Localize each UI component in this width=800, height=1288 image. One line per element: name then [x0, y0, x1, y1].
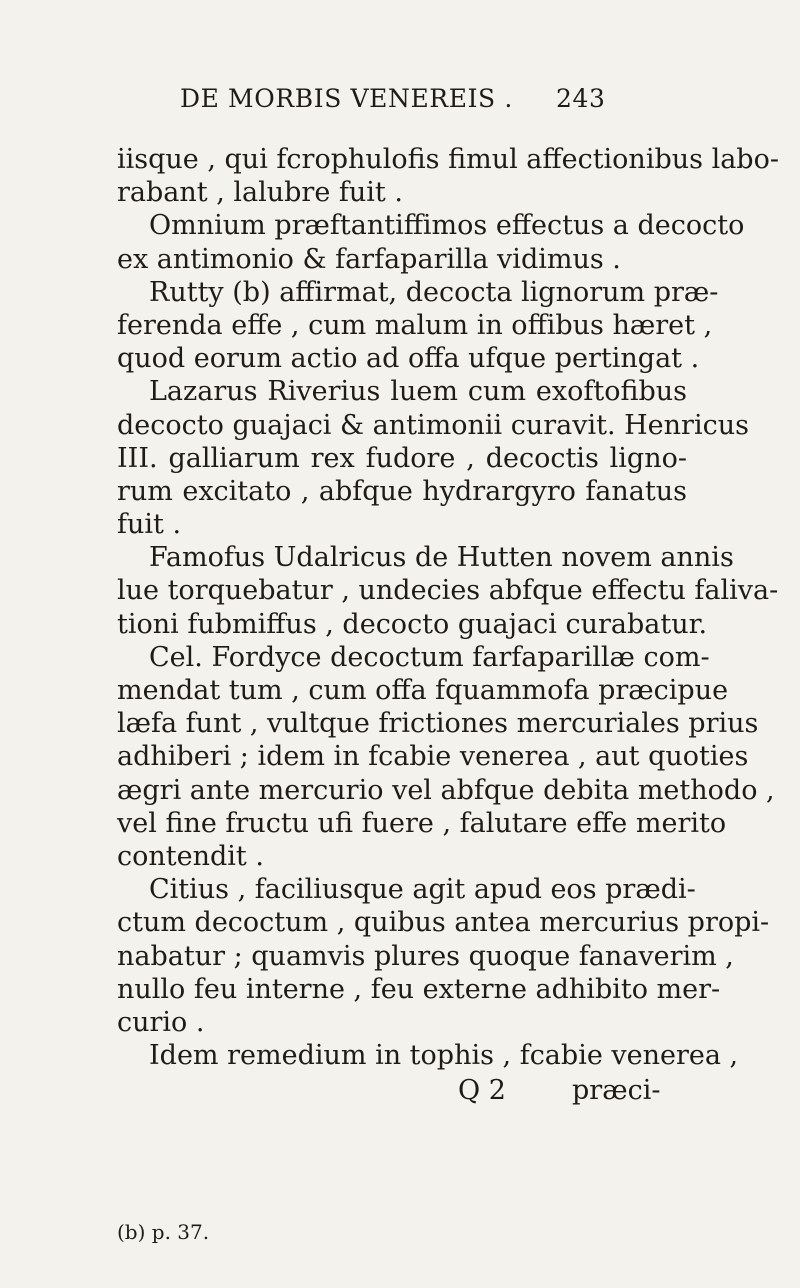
- text-line: ex antimonio & farfaparilla vidimus .: [117, 243, 621, 275]
- text-line: fuit .: [117, 509, 182, 541]
- catchline: [117, 1072, 687, 1108]
- text-line: iisque , qui fcrophulofis fimul affectionibus labo-: [117, 144, 779, 175]
- text-line: decocto guajaci & antimonii curavit. Henricus: [117, 409, 749, 441]
- text-line: Famofus Udalricus de Hutten novem annis: [149, 542, 734, 574]
- text-line: rum excitato , abfque hydrargyro fanatus: [117, 475, 687, 507]
- page-number: 243: [556, 84, 606, 113]
- catchword: præci-: [572, 1075, 661, 1107]
- body-text: [117, 143, 779, 1108]
- text-line: lue torquebatur , undecies abfque effectu faliva-: [117, 575, 779, 607]
- text-line: læfa funt , vultque frictiones mercuriales prius: [117, 708, 759, 740]
- text-line: Idem remedium in tophis , fcabie venerea ,: [149, 1040, 739, 1072]
- text-line: Citius , faciliusque agit apud eos prædi-: [149, 874, 696, 906]
- text-line: mendat tum , cum offa fquammofa præcipue: [117, 675, 729, 706]
- text-line: Omnium præftantiffimos effectus a decocto: [149, 210, 745, 242]
- text-line: nabatur ; quamvis plures quoque fanaverim ,: [117, 940, 734, 972]
- text-line: vel fine fructu ufi fuere , falutare effe merito: [117, 807, 727, 839]
- text-line: quod eorum actio ad offa ufque pertingat .: [117, 343, 700, 375]
- text-line: ctum decoctum , quibus antea mercurius propi-: [117, 907, 770, 939]
- signature-mark: Q 2: [458, 1075, 506, 1107]
- text-line: tioni fubmiffus , decocto guajaci curabatur.: [117, 608, 708, 640]
- text-line: adhiberi ; idem in fcabie venerea , aut quoties: [117, 741, 749, 773]
- text-line: ferenda effe , cum malum in offibus hæret ,: [117, 309, 713, 341]
- footnote: (b) p. 37.: [117, 1220, 210, 1244]
- text-line: Lazarus Riverius luem cum exoftofibus: [149, 376, 687, 408]
- text-line: III. galliarum rex fudore , decoctis ligno-: [117, 442, 687, 474]
- text-line: curio .: [117, 1006, 205, 1038]
- text-line: contendit .: [117, 840, 264, 872]
- text-line: nullo feu interne , feu externe adhibito mer-: [117, 973, 721, 1005]
- text-line: ægri ante mercurio vel abfque debita methodo ,: [117, 774, 775, 806]
- text-line: Cel. Fordyce decoctum farfaparillæ com-: [149, 641, 710, 673]
- text-line: rabant , lalubre fuit .: [117, 177, 403, 209]
- running-title: DE MORBIS VENEREIS .: [180, 84, 513, 113]
- text-line: Rutty (b) affirmat, decocta lignorum præ-: [149, 276, 719, 308]
